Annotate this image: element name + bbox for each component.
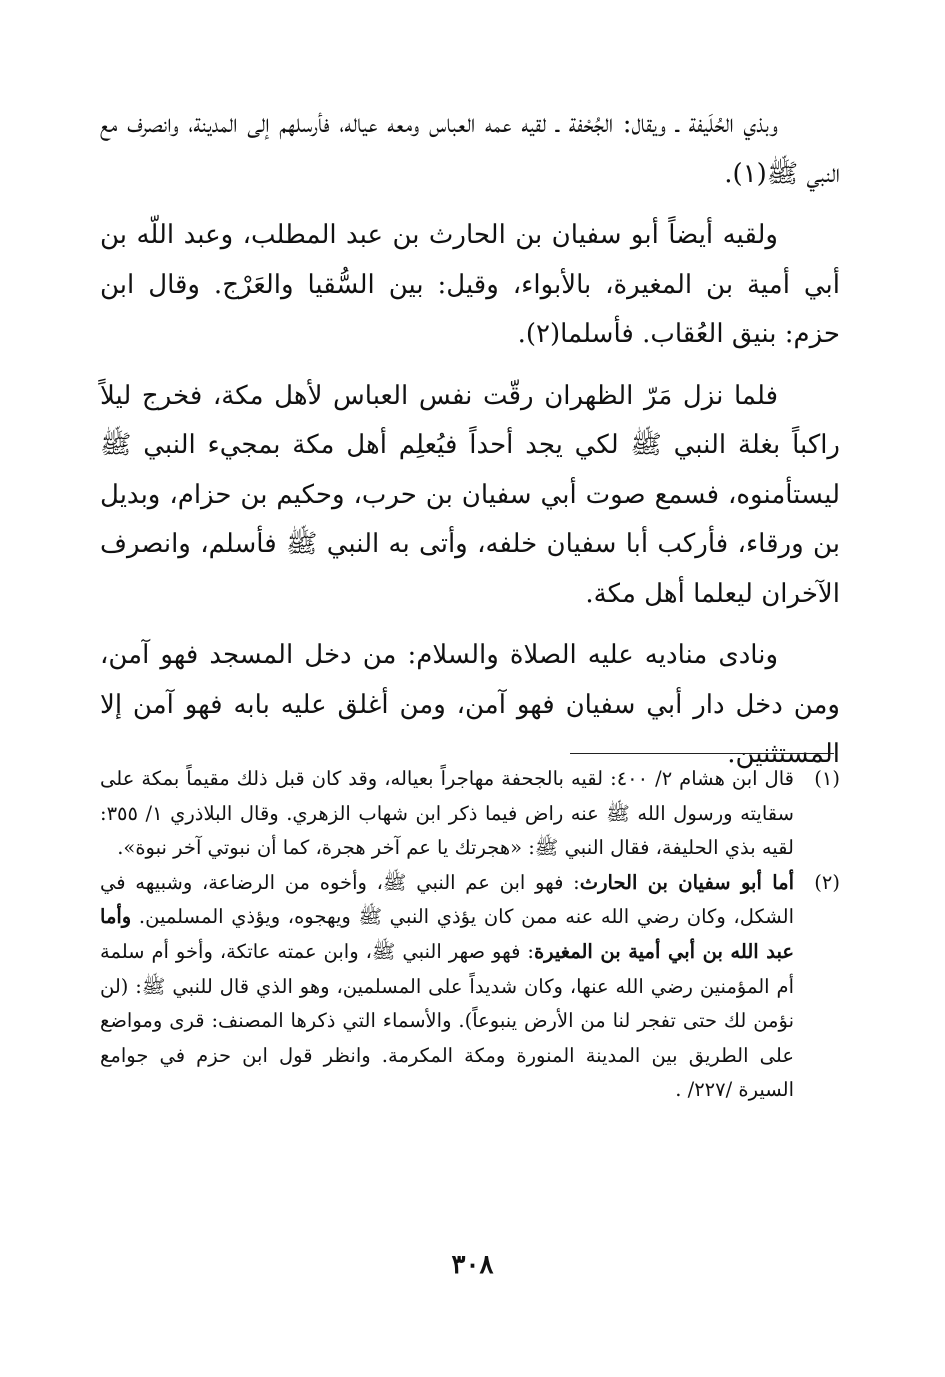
main-text — [100, 100, 840, 792]
footnote-text: قال ابن هشام ٢/ ٤٠٠: لقيه بالجحفة مهاجراً بعياله، وقد كان قبل ذلك مقيماً بمكة على سقايته ورسول الله ﷺ عنه راض فيما ذكر ابن شهاب الزهري. وقال البلاذري ١/ ٣٥٥: لقيه بذي الحليفة، فقال النبي ﷺ: «هجرتك يا عم آخر هجرة، كما أن نبوتي آخر نبوة». — [100, 767, 794, 860]
paragraph: وبذي الحُلَيفة ـ ويقال: الجُحْفة ـ لقيه عمه العباس ومعه عياله، فأرسلهم إلى المدينة، وانصرف مع النبي ﷺ(١). — [100, 109, 840, 189]
footnotes — [100, 762, 840, 1108]
footnote-text — [100, 866, 794, 1108]
footnote-number: (١) — [814, 767, 840, 790]
footnote-bold-name: أما أبو سفيان بن الحارث — [579, 870, 794, 894]
paragraph: ونادى مناديه عليه الصلاة والسلام: من دخل المسجد فهو آمن، ومن دخل دار أبي سفيان فهو آمن، ومن أغلق عليه بابه فهو آمن إلا المستثنين. — [100, 640, 840, 769]
footnote-bold-name: وأما عبد الله بن أبي أمية بن المغيرة — [100, 905, 795, 963]
footnote — [100, 762, 840, 866]
footnote-number: (٢) — [814, 870, 840, 894]
footnote-separator — [570, 753, 834, 754]
footnote — [100, 866, 840, 1108]
footnote-text-part: : فهو ابن عم النبي ﷺ، وأخوه من الرضاعة، وشبيهه في الشكل، وكان رضي الله عنه ممن كان يؤذي النبي ﷺ ويهجوه، ويؤذي المسلمين. — [100, 870, 794, 929]
paragraph: ولقيه أيضاً أبو سفيان بن الحارث بن عبد المطلب، وعبد اللّه بن أبي أمية بن المغيرة، بالأبواء، وقيل: بين السُّقيا والعَرْج. وقال ابن حزم: بنيق العُقاب. فأسلما(٢). — [100, 220, 840, 349]
page-number: ٣٠٨ — [451, 1250, 494, 1280]
footnote-text-part: : فهو صهر النبي ﷺ، وابن عمته عاتكة، وأخو أم سلمة أم المؤمنين رضي الله عنها، وكان شديداً على المسلمين، وهو الذي قال للنبي ﷺ: (لن نؤمن لك حتى تفجر لنا من الأرض ينبوعاً). والأسماء التي ذكرها المصنف: قرى ومواضع على الطريق بين المدينة المنورة ومكة المكرمة. وانظر قول ابن حزم في جوامع السيرة /٢٢٧/ . — [100, 939, 794, 1102]
paragraph: فلما نزل مَرّ الظهران رقّت نفس العباس لأهل مكة، فخرج ليلاً راكباً بغلة النبي ﷺ لكي يجد أحداً فيُعلِم أهل مكة بمجيء النبي ﷺ ليستأمنوه، فسمع صوت أبي سفيان بن حرب، وحكيم بن حزام، وبديل بن ورقاء، فأركب أبا سفيان خلفه، وأتى به النبي ﷺ فأسلم، وانصرف الآخران ليعلما أهل مكة. — [100, 380, 840, 609]
